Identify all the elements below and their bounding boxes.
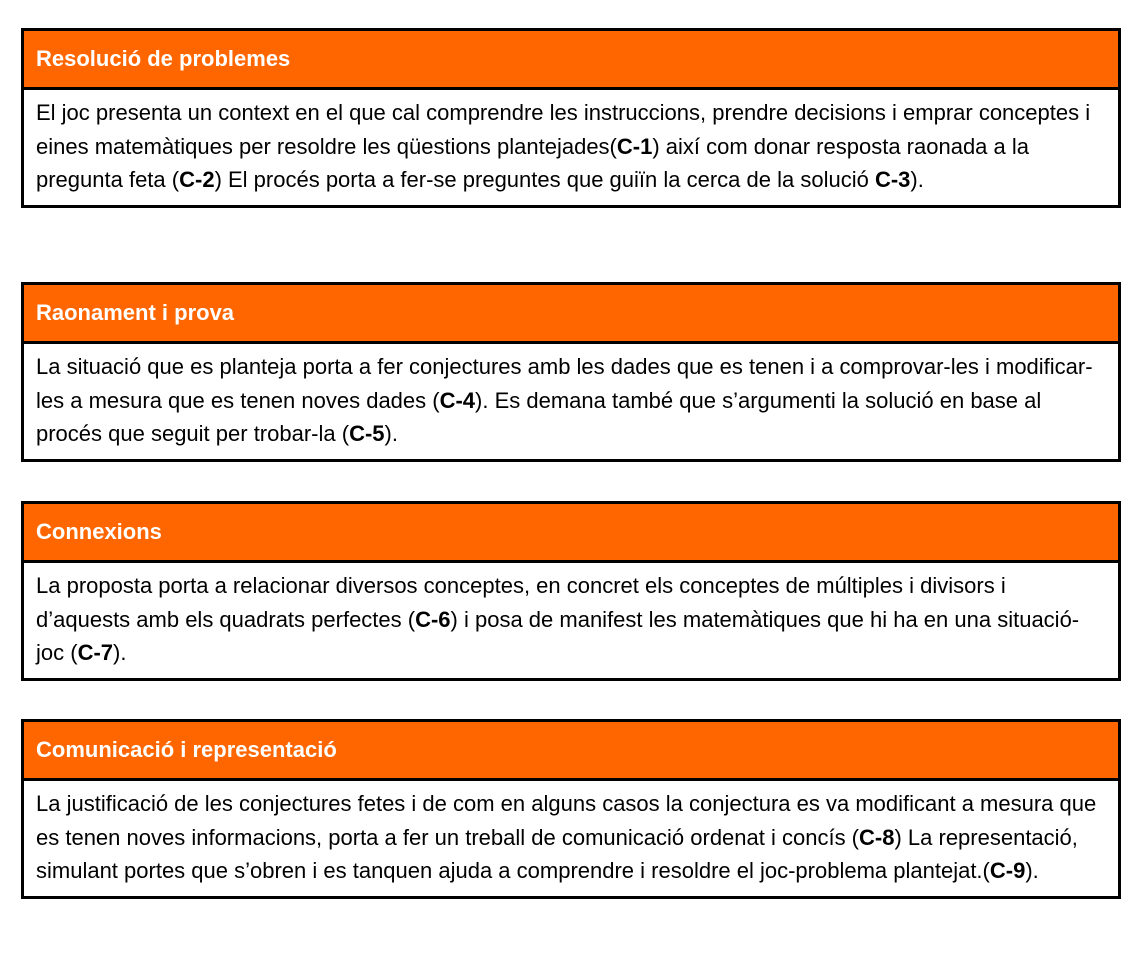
section-box-connexions: [21, 501, 1121, 681]
body-text: ).: [910, 167, 924, 192]
section-body: [24, 563, 1118, 678]
body-text: ).: [113, 640, 127, 665]
section-body: [24, 90, 1118, 205]
section-box-resolucio: [21, 28, 1121, 208]
competence-ref: C-7: [77, 640, 114, 665]
section-box-raonament: [21, 282, 1121, 462]
body-text: La proposta porta a relacionar diversos conceptes, en concret els conceptes de múltiples i divisors i d’aquests amb els quadrats perfectes (: [36, 573, 1006, 632]
body-text: ) La representació, simulant portes que s’obren i es tanquen ajuda a comprendre i resoldre el joc-problema plantejat.(: [36, 824, 1078, 883]
body-text: El joc presenta un context en el que cal comprendre les instruccions, prendre decisions i emprar conceptes i eines matemàtiques per resoldre les qüestions plantejades(: [36, 100, 1091, 159]
body-text: ) i posa de manifest les matemàtiques que hi ha en una situació-joc (: [36, 606, 1080, 665]
competence-ref: C-1: [616, 133, 653, 159]
section-title: Connexions: [24, 504, 1118, 563]
body-text: ) El procés porta a fer-se preguntes que guiïn la cerca de la solució: [214, 167, 875, 192]
section-title: Comunicació i representació: [24, 722, 1118, 781]
section-box-comunicacio: [21, 719, 1121, 899]
body-text: ) així com donar resposta raonada a la pregunta feta (: [36, 133, 1029, 192]
body-text: ). Es demana també que s’argumenti la solució en base al procés que seguit per trobar-la (: [36, 387, 1042, 446]
section-title: Raonament i prova: [24, 285, 1118, 344]
section-title: Resolució de problemes: [24, 31, 1118, 90]
body-text: ).: [384, 421, 398, 446]
competence-ref: C-8: [859, 824, 895, 850]
section-body: [24, 344, 1118, 459]
competence-ref: C-4: [439, 387, 476, 413]
section-body: [24, 781, 1118, 896]
competence-ref: C-3: [874, 167, 911, 192]
competence-ref: C-5: [349, 421, 385, 446]
competence-ref: C-6: [415, 606, 451, 632]
body-text: La justificació de les conjectures fetes i de com en alguns casos la conjectura es va modificant a mesura que es tenen noves informacions, porta a fer un treball de comunicació ordenat i concís (: [36, 791, 1097, 850]
body-text: ).: [1025, 858, 1039, 883]
body-text: La situació que es planteja porta a fer conjectures amb les dades que es tenen i a comprovar-les i modificar-les a mesura que es tenen noves dades (: [36, 354, 1093, 413]
competence-ref: C-9: [989, 858, 1026, 883]
competence-ref: C-2: [179, 167, 215, 192]
